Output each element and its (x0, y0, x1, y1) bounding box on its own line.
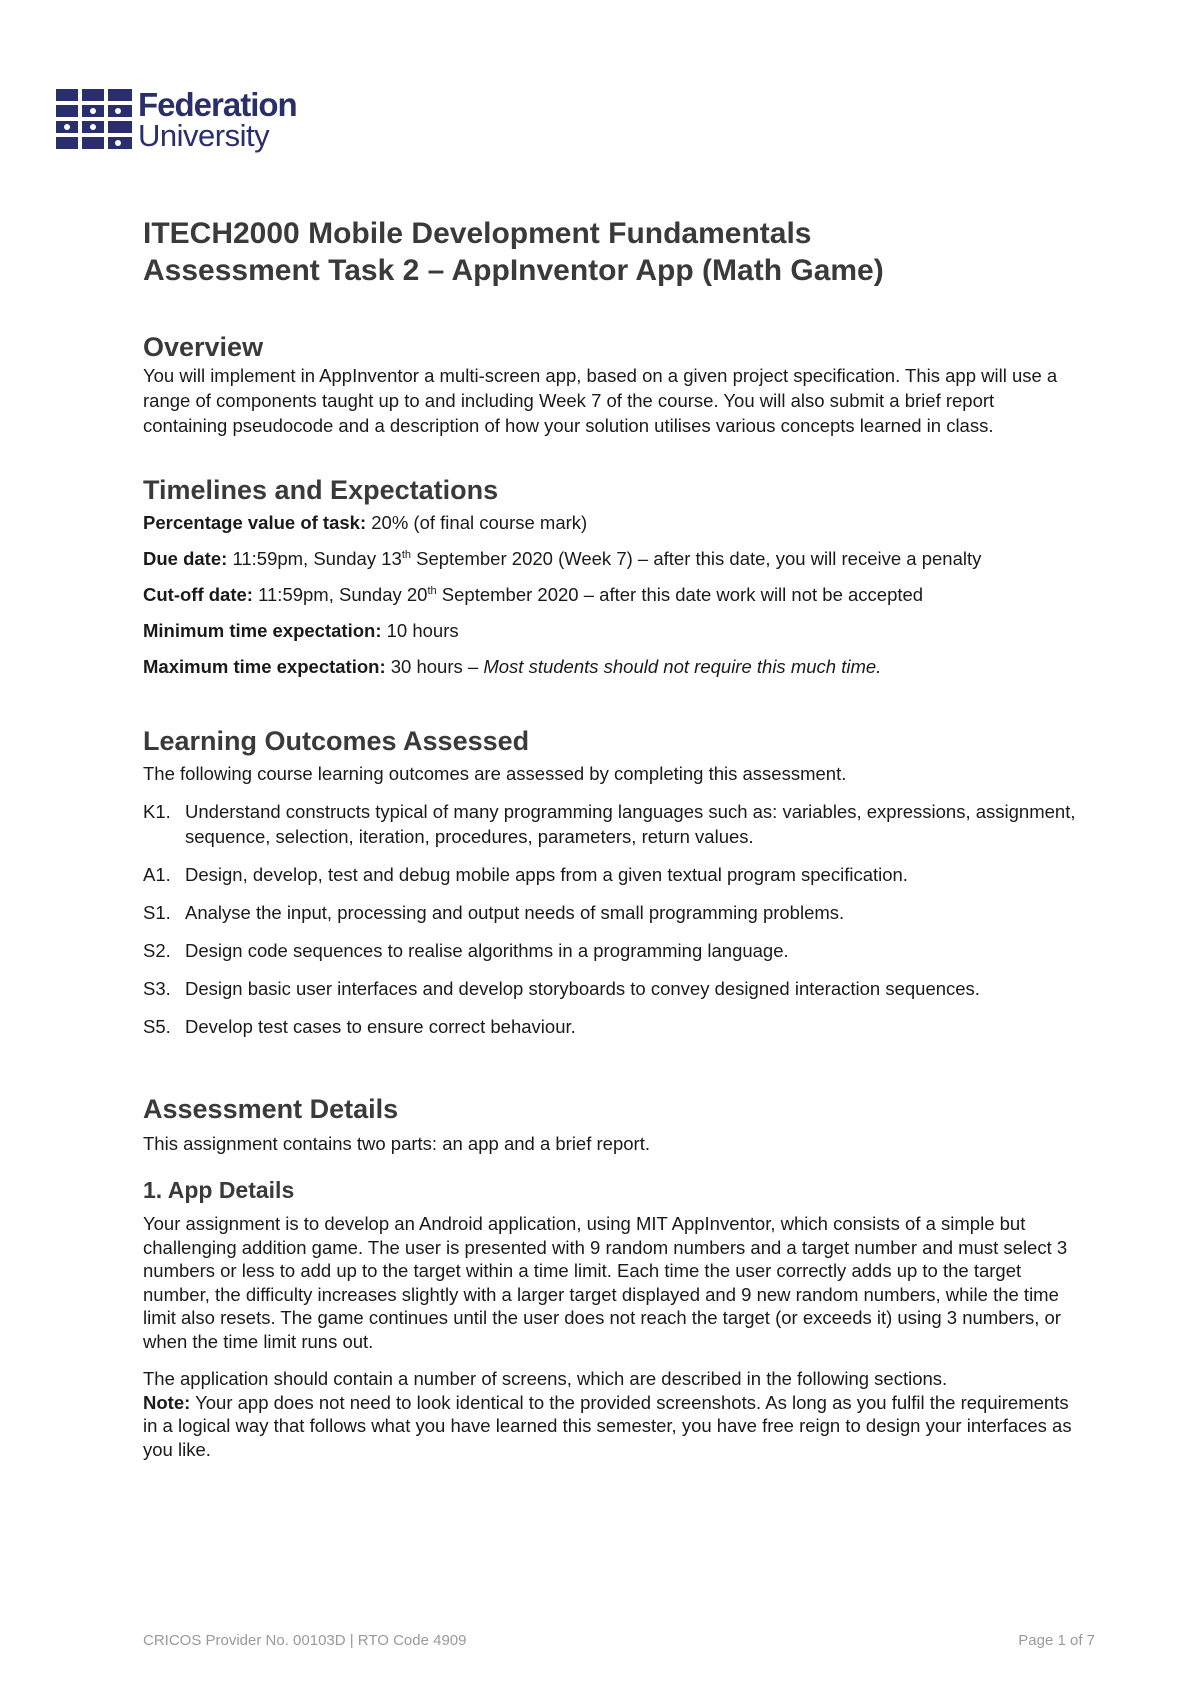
cutoff-date-value: 11:59pm, Sunday 20 (258, 584, 428, 605)
page-title (143, 215, 1078, 289)
outcomes-heading: Learning Outcomes Assessed (143, 726, 530, 756)
max-time-value: 30 hours – (390, 656, 479, 677)
timelines-heading: Timelines and Expectations (143, 475, 499, 505)
title-line-1: ITECH2000 Mobile Development Fundamentals (143, 217, 812, 250)
outcome-text: Design basic user interfaces and develop storyboards to convey designed interaction sequences. (185, 978, 980, 999)
outcome-code: S1. (143, 902, 171, 923)
app-details-section (143, 1176, 1078, 1461)
title-line-2: Assessment Task 2 – AppInventor App (Math Game) (143, 254, 884, 287)
max-time-label: Maximum time expectation: (143, 656, 386, 677)
outcomes-intro: The following course learning outcomes are assessed by completing this assessment. (143, 763, 847, 784)
note-label: Note: (143, 1391, 191, 1413)
details-intro: This assignment contains two parts: an app and a brief report. (143, 1133, 650, 1154)
outcome-code: A1. (143, 864, 171, 885)
outcome-text: Analyse the input, processing and output needs of small programming problems. (185, 902, 845, 923)
app-details-para-1: Your assignment is to develop an Android application, using MIT AppInventor, which consists of a simple but challenging addition game. The user is presented with 9 random numbers and a target number and must select 3 numbers or less to add up to the target within a time limit. Each time the user correctly adds up to the target number, the difficulty increases slightly with a larger target displayed and 9 new random numbers, while the time limit also resets. The game continues until the user does not reach the target (or exceeds it) using 3 numbers, or when the time limit runs out. (143, 1213, 1068, 1352)
app-details-para-2-text: The application should contain a number of screens, which are described in the following sections. (143, 1368, 948, 1389)
outcome-text: Design code sequences to realise algorithms in a programming language. (185, 940, 789, 961)
outcome-item (143, 976, 1078, 1001)
outcome-code: S5. (143, 1016, 171, 1037)
min-time-row (143, 618, 1078, 643)
footer-provider-info: CRICOS Provider No. 00103D | RTO Code 4909 (143, 1632, 467, 1649)
page-footer (143, 1632, 1095, 1649)
outcome-text: Develop test cases to ensure correct behaviour. (185, 1016, 576, 1037)
outcome-item (143, 938, 1078, 963)
outcome-text: Understand constructs typical of many programming languages such as: variables, expressions, assignment, sequence, selection, iteration, procedures, parameters, return values. (185, 801, 1076, 847)
outcome-code: S2. (143, 940, 171, 961)
max-time-note: Most students should not require this much time. (483, 656, 882, 677)
outcome-code: S3. (143, 978, 171, 999)
main-content (143, 215, 1078, 1461)
percentage-row (143, 510, 1078, 535)
outcome-text: Design, develop, test and debug mobile apps from a given textual program specification. (185, 864, 908, 885)
min-time-label: Minimum time expectation: (143, 620, 382, 641)
assessment-details-section (143, 1093, 1078, 1156)
details-heading: Assessment Details (143, 1094, 399, 1124)
cutoff-date-row (143, 582, 1078, 607)
federation-university-logo (56, 88, 297, 151)
cutoff-date-ordinal: th (427, 584, 437, 597)
min-time-value: 10 hours (386, 620, 459, 641)
due-date-label: Due date: (143, 548, 228, 569)
app-details-heading: 1. App Details (143, 1177, 295, 1203)
due-date-value-rest: September 2020 (Week 7) – after this date, you will receive a penalty (416, 548, 982, 569)
note-text: Your app does not need to look identical to the provided screenshots. As long as you fulfil the requirements in a logical way that follows what you have learned this semester, you have free reign to design your interfaces as you like. (143, 1391, 1072, 1460)
outcome-item (143, 900, 1078, 925)
overview-section (143, 331, 1078, 438)
cutoff-date-label: Cut-off date: (143, 584, 253, 605)
percentage-label: Percentage value of task: (143, 512, 367, 533)
logo-wordmark-federation: Federation (138, 86, 297, 123)
timelines-section (143, 474, 1078, 679)
app-details-para-2 (143, 1367, 1078, 1461)
footer-page-number: Page 1 of 7 (1018, 1632, 1095, 1649)
logo-wordmark-university: University (138, 118, 270, 153)
logo-crest-icon (56, 89, 132, 151)
outcome-item (143, 862, 1078, 887)
percentage-value: 20% (of final course mark) (371, 512, 588, 533)
outcome-code: K1. (143, 801, 171, 822)
max-time-row (143, 654, 1078, 679)
overview-heading: Overview (143, 332, 264, 362)
due-date-ordinal: th (401, 548, 411, 561)
overview-text: You will implement in AppInventor a multi-screen app, based on a given project specification. This app will use a range of components taught up to and including Week 7 of the course. You will also submit a brief report containing pseudocode and a description of how your solution utilises various concepts learned in class. (143, 365, 1058, 436)
due-date-value: 11:59pm, Sunday 13 (232, 548, 402, 569)
outcome-item (143, 799, 1078, 849)
outcomes-section (143, 725, 1078, 1039)
due-date-row (143, 546, 1078, 571)
cutoff-date-value-rest: September 2020 – after this date work will not be accepted (441, 584, 924, 605)
outcome-item (143, 1014, 1078, 1039)
